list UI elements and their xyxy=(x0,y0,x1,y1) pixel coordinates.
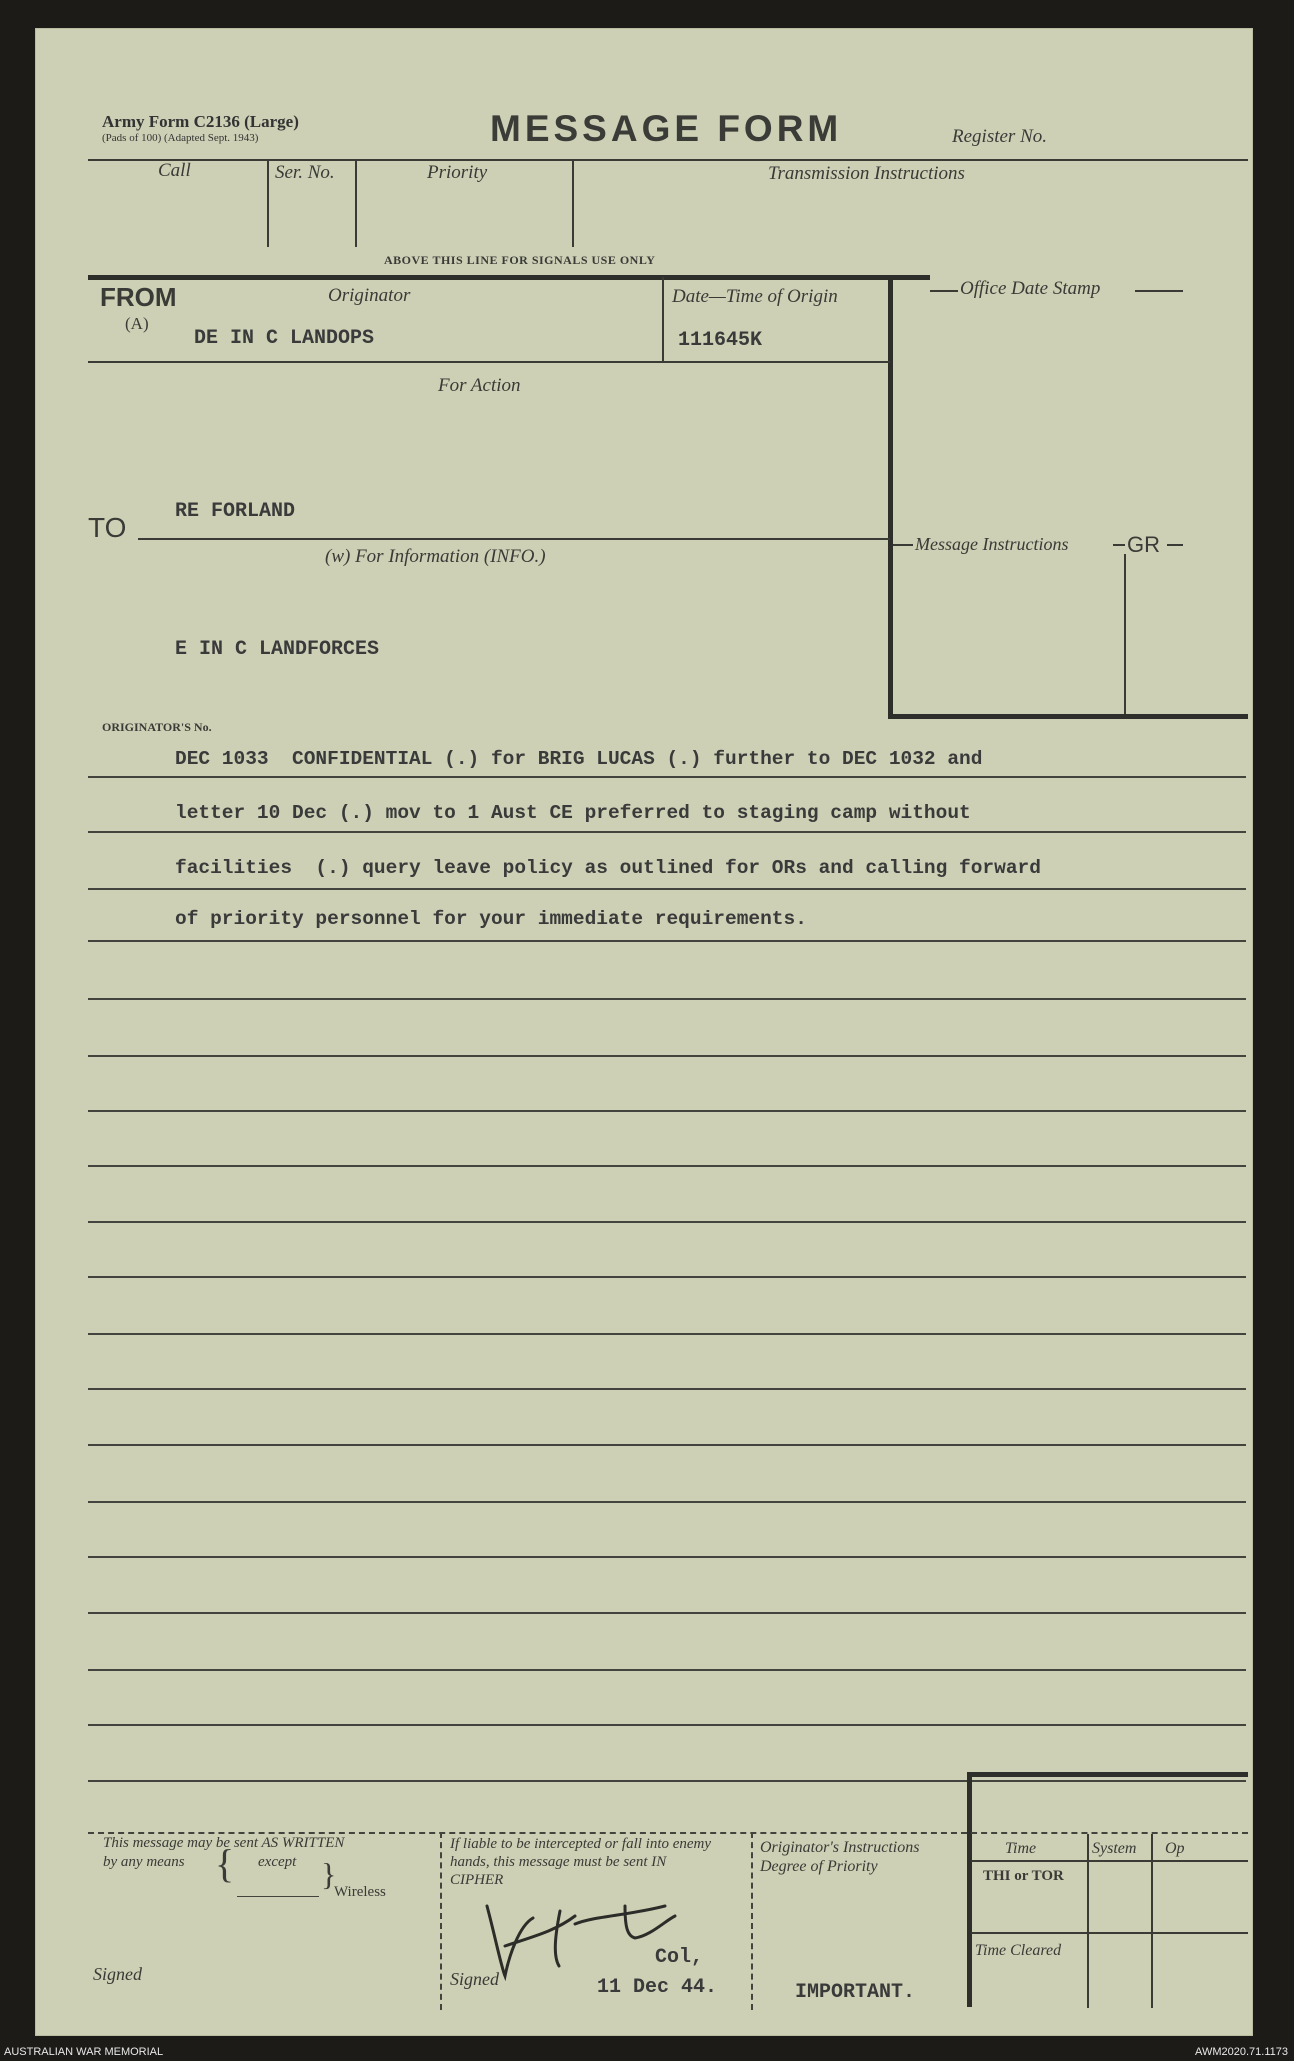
signals-divider xyxy=(355,159,357,247)
from-a-label: (A) xyxy=(125,314,149,333)
msg-instructions-label: Message Instructions xyxy=(915,534,1069,554)
for-info-label: (w) For Information (INFO.) xyxy=(325,546,546,567)
originator-value: DE IN C LANDOPS xyxy=(194,327,375,350)
ruled-line xyxy=(88,1556,1246,1558)
ruled-line xyxy=(88,1501,1246,1503)
archive-strip xyxy=(0,2036,1294,2061)
ruled-line xyxy=(88,1110,1246,1112)
instr-dash-left xyxy=(893,544,913,546)
message-line-3: facilities (.) query leave policy as outlined for ORs and calling forward xyxy=(175,857,1041,879)
ruled-line xyxy=(88,1276,1246,1278)
from-box-right xyxy=(888,275,893,718)
instr-dash-mid xyxy=(1113,544,1125,546)
message-line-4: of priority personnel for your immediate requirements. xyxy=(175,908,807,930)
time-row-rule xyxy=(971,1860,1248,1862)
gr-label: GR xyxy=(1127,532,1160,557)
time-label: Time xyxy=(1005,1840,1037,1857)
ruled-line xyxy=(88,998,1246,1000)
time-box-top xyxy=(967,1772,1248,1777)
time-cleared-label: Time Cleared xyxy=(975,1942,1062,1959)
office-stamp-label: Office Date Stamp xyxy=(960,278,1101,299)
signals-divider xyxy=(267,159,269,247)
for-action-label: For Action xyxy=(438,375,521,396)
thi-tor-label: THI or TOR xyxy=(983,1868,1064,1884)
form-sub: (Pads of 100) (Adapted Sept. 1943) xyxy=(102,132,259,144)
form-number: Army Form C2136 (Large) xyxy=(102,112,299,131)
ser-no-label: Ser. No. xyxy=(275,162,335,183)
brace-left: { xyxy=(215,1841,235,1886)
archive-left-caption: AUSTRALIAN WAR MEMORIAL xyxy=(4,2046,164,2058)
transmission-label: Transmission Instructions xyxy=(768,163,965,184)
above-line-note: ABOVE THIS LINE FOR SIGNALS USE ONLY xyxy=(384,253,656,267)
call-label: Call xyxy=(158,160,191,181)
ruled-line xyxy=(88,1669,1246,1671)
signals-divider xyxy=(572,159,574,247)
ruled-line xyxy=(88,1333,1246,1335)
ruled-line xyxy=(88,1780,1246,1782)
ruled-line xyxy=(88,1165,1246,1167)
written-line-2: by any means xyxy=(103,1854,185,1870)
from-bottom-rule xyxy=(88,361,890,363)
ruled-line xyxy=(88,831,1246,833)
ruled-line xyxy=(88,1221,1246,1223)
dto-label: Date—Time of Origin xyxy=(672,286,838,307)
date-value: 11 Dec 44. xyxy=(597,1976,718,1999)
instr-dash-right xyxy=(1167,544,1183,546)
time-box-left xyxy=(967,1772,972,2007)
msg-instr-bottom xyxy=(888,714,1248,719)
signals-top-rule xyxy=(88,159,1248,161)
message-form-sheet xyxy=(35,28,1253,2036)
degree-priority-label: Degree of Priority xyxy=(760,1858,878,1875)
register-no-label: Register No. xyxy=(952,126,1047,147)
ruled-line xyxy=(88,776,1246,778)
stamp-dash-left xyxy=(930,290,958,292)
ruled-line xyxy=(88,1055,1246,1057)
message-line-1: DEC 1033 CONFIDENTIAL (.) for BRIG LUCAS (.) further to DEC 1032 and xyxy=(175,748,983,770)
time-row-rule xyxy=(971,1932,1248,1934)
system-label: System xyxy=(1092,1840,1137,1857)
orig-instructions-label: Originator's Instructions xyxy=(760,1839,920,1856)
to-value: RE FORLAND xyxy=(175,500,296,523)
stamp-dash-right xyxy=(1135,290,1183,292)
brace-right: } xyxy=(321,1856,337,1892)
from-box-top xyxy=(88,275,930,280)
originator-label: Originator xyxy=(328,285,411,306)
to-label: TO xyxy=(88,512,127,543)
wireless-label: Wireless xyxy=(334,1884,386,1900)
ruled-line xyxy=(88,940,1246,942)
ruled-line xyxy=(88,1388,1246,1390)
officer-signature xyxy=(475,1876,705,1986)
written-line-1: This message may be sent AS WRITTEN xyxy=(103,1835,345,1851)
intercept-note: If liable to be intercepted or fall into enemy hands, this message must be sent IN CIPHER xyxy=(450,1836,712,1888)
archive-right-caption: AWM2020.71.1173 xyxy=(1195,2046,1288,2058)
priority-label: Priority xyxy=(427,162,488,183)
signed-left-label: Signed xyxy=(93,1964,142,1984)
priority-value: IMPORTANT. xyxy=(795,1981,916,2004)
dto-divider xyxy=(662,277,664,362)
footer-divider xyxy=(751,1832,753,2010)
rank-value: Col, xyxy=(655,1946,704,1969)
from-label: FROM xyxy=(100,282,177,312)
signed-mid-label: Signed xyxy=(450,1969,499,1989)
gr-divider xyxy=(1124,554,1126,714)
dto-value: 111645K xyxy=(678,329,763,352)
info-value: E IN C LANDFORCES xyxy=(175,638,380,661)
footer-dashed-rule xyxy=(88,1832,1248,1834)
footer-divider xyxy=(440,1832,442,2010)
form-title: MESSAGE FORM xyxy=(490,108,843,149)
except-label: except xyxy=(258,1854,297,1870)
ruled-line xyxy=(88,1724,1246,1726)
except-rule xyxy=(237,1896,319,1897)
ruled-line xyxy=(88,888,1246,890)
ruled-line xyxy=(88,1444,1246,1446)
op-label: Op xyxy=(1165,1840,1185,1857)
ruled-line xyxy=(88,1612,1246,1614)
originators-no-label: ORIGINATOR'S No. xyxy=(102,720,212,734)
message-line-2: letter 10 Dec (.) mov to 1 Aust CE preferred to staging camp without xyxy=(175,802,971,824)
to-rule xyxy=(138,538,890,540)
